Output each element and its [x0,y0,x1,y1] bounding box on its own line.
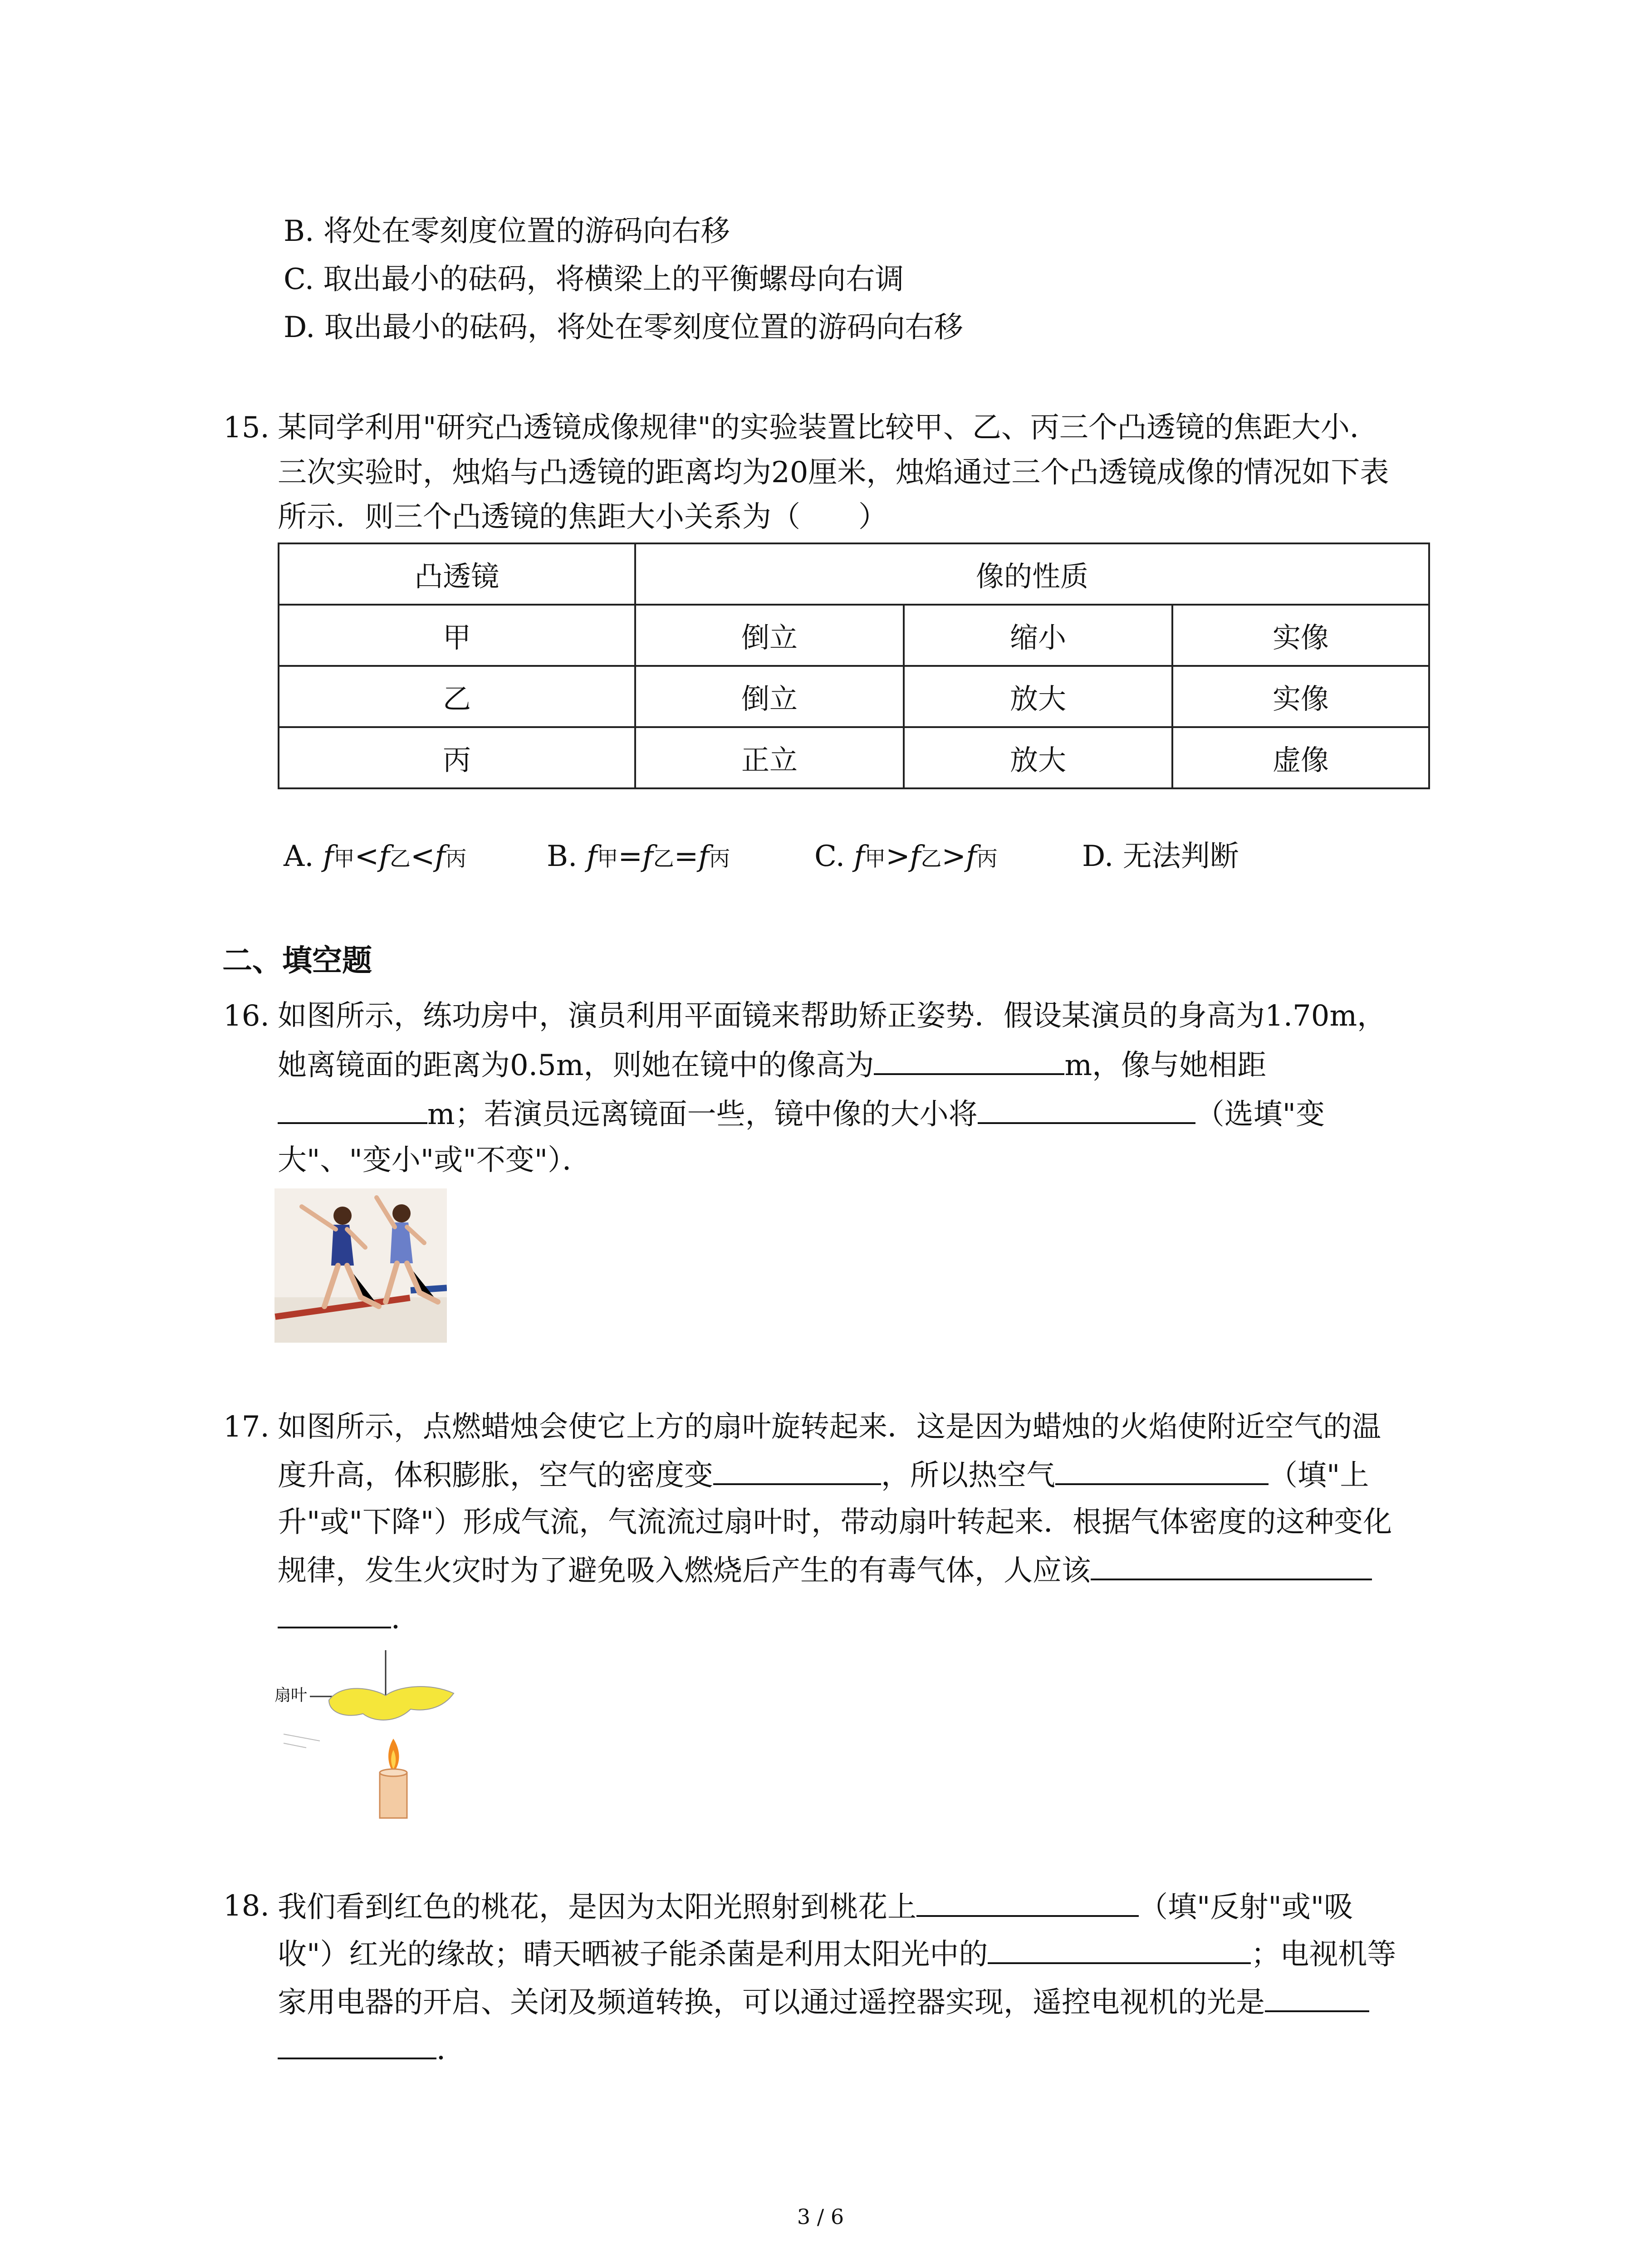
text: 收"）红光的缘故；晴天晒被子能杀菌是利用太阳光中的 [278,1938,988,1971]
expr-symbol: f [323,840,334,873]
q15-option-b [547,834,730,881]
q16-line3 [278,1090,1325,1137]
table-cell-lens: 丙 [279,727,635,788]
expr-symbol: f [435,840,446,873]
expr-subscript: 乙 [921,846,942,871]
expr-operator: > [886,840,910,873]
answer-blank[interactable] [278,1595,391,1628]
expr-subscript: 甲 [333,846,355,871]
expr-symbol: f [966,840,977,873]
expr-subscript: 丙 [446,846,467,871]
table-header-row [279,543,1429,605]
table-row [279,727,1429,788]
answer-blank[interactable] [713,1452,881,1485]
table-row [279,605,1429,666]
q15-line1: 某同学利用"研究凸透镜成像规律"的实验装置比较甲、乙、丙三个凸透镜的焦距大小． [278,411,1379,445]
answer-blank[interactable] [1091,1547,1372,1580]
answer-blank[interactable] [278,2026,436,2059]
dancers-mirror-figure [274,1188,447,1343]
q14-option-c: C. 取出最小的砝码，将横梁上的平衡螺母向右调 [284,263,904,296]
expr-operator: < [354,840,379,873]
expr-subscript: 乙 [653,846,674,871]
table-row [279,666,1429,727]
table-header-property: 像的性质 [635,543,1429,605]
table-cell-orientation: 倒立 [635,605,904,666]
q17-line2 [278,1452,1369,1498]
expr-subscript: 丙 [709,846,730,871]
q15-line2: 三次实验时，烛焰与凸透镜的距离均为20厘米，烛焰通过三个凸透镜成像的情况如下表 [278,456,1389,489]
answer-blank[interactable] [978,1090,1195,1124]
text: ；电视机等 [1251,1938,1396,1971]
answer-blank[interactable] [988,1931,1251,1964]
answer-blank[interactable] [916,1883,1139,1917]
table-cell-lens: 甲 [279,605,635,666]
table-cell-type: 实像 [1172,666,1429,727]
q14-option-b: B. 将处在零刻度位置的游码向右移 [284,215,730,248]
text: ． [391,1602,420,1636]
text: （选填"变 [1195,1098,1325,1131]
expr-symbol: f [698,840,710,873]
table-cell-lens: 乙 [279,666,635,727]
expr-symbol: f [910,840,921,873]
q17-number: 17. [223,1410,269,1444]
option-label: C. [814,840,845,873]
q16-line4: 大"、"变小"或"不变"）． [278,1144,592,1177]
text: 规律，发生火灾时为了避免吸入燃烧后产生的有毒气体，人应该 [278,1554,1091,1588]
answer-blank[interactable] [874,1041,1064,1075]
expr-symbol: f [642,840,653,873]
answer-blank[interactable] [1265,1979,1369,2012]
q16-line2 [278,1041,1266,1088]
text: m，像与她相距 [1064,1049,1267,1082]
q14-option-d: D. 取出最小的砝码，将处在零刻度位置的游码向右移 [284,311,963,344]
text: m；若演员远离镜面一些，镜中像的大小将 [427,1098,978,1131]
q15-option-d [1082,834,1239,879]
q17-line4 [278,1547,1372,1593]
q17-line3: 升"或"下降"）形成气流，气流流过扇叶时，带动扇叶转起来．根据气体密度的这种变化 [278,1505,1392,1539]
section-title: 二、填空题 [222,943,372,978]
q15-line3: 所示．则三个凸透镜的焦距大小关系为（ ） [278,500,887,534]
q16-number: 16. [223,999,269,1033]
table-cell-type: 虚像 [1172,727,1429,788]
expr-symbol: f [379,840,390,873]
q18-line1 [278,1883,1353,1930]
table-header-lens: 凸透镜 [279,543,635,605]
text: 度升高，体积膨胀，空气的密度变 [278,1459,713,1492]
q18-line3 [278,1979,1369,2025]
text: 家用电器的开启、关闭及频道转换，可以通过遥控器实现，遥控电视机的光是 [278,1986,1265,2019]
q15-option-a [284,834,466,881]
option-label: B. [547,840,578,873]
table-cell-size: 缩小 [904,605,1172,666]
expr-operator: < [410,840,435,873]
expr-subscript: 乙 [389,846,411,871]
fan-blade-label: 扇叶 [274,1686,308,1705]
table-cell-size: 放大 [904,727,1172,788]
expr-operator: > [941,840,966,873]
q18-line2 [278,1931,1396,1977]
table-cell-orientation: 倒立 [635,666,904,727]
q18-number: 18. [223,1889,269,1923]
expr-subscript: 甲 [597,846,618,871]
expr-symbol: f [854,840,865,873]
table-cell-size: 放大 [904,666,1172,727]
option-text: 无法判断 [1122,840,1239,873]
table-cell-orientation: 正立 [635,727,904,788]
q17-line1: 如图所示，点燃蜡烛会使它上方的扇叶旋转起来．这是因为蜡烛的火焰使附近空气的温 [278,1410,1381,1444]
candle-fan-figure [274,1650,465,1823]
text: 我们看到红色的桃花，是因为太阳光照射到桃花上 [278,1891,916,1924]
q15-option-c [814,834,998,881]
q16-line1: 如图所示，练功房中，演员利用平面镜来帮助矫正姿势．假设某演员的身高为1.70m， [278,999,1386,1033]
answer-blank[interactable] [1055,1452,1269,1485]
option-label: D. [1082,840,1114,873]
expr-operator: = [618,840,643,873]
expr-subscript: 甲 [865,846,886,871]
q17-line5 [278,1595,420,1642]
q15-lens-table [278,543,1430,789]
answer-blank[interactable] [278,1090,427,1124]
candle-fan-drawing [274,1650,465,1823]
expr-symbol: f [586,840,598,873]
text: （填"反射"或"吸 [1139,1891,1353,1924]
text: （填"上 [1269,1459,1369,1492]
table-cell-type: 实像 [1172,605,1429,666]
q18-line4 [278,2026,465,2072]
text: ． [436,2033,465,2067]
page-number: 3 / 6 [797,2204,844,2229]
expr-subscript: 丙 [976,846,998,871]
q15-number: 15. [223,411,269,445]
option-label: A. [284,840,314,873]
text: 她离镜面的距离为0.5m，则她在镜中的像高为 [278,1049,874,1082]
expr-operator: = [674,840,699,873]
text: ，所以热空气 [881,1459,1055,1492]
